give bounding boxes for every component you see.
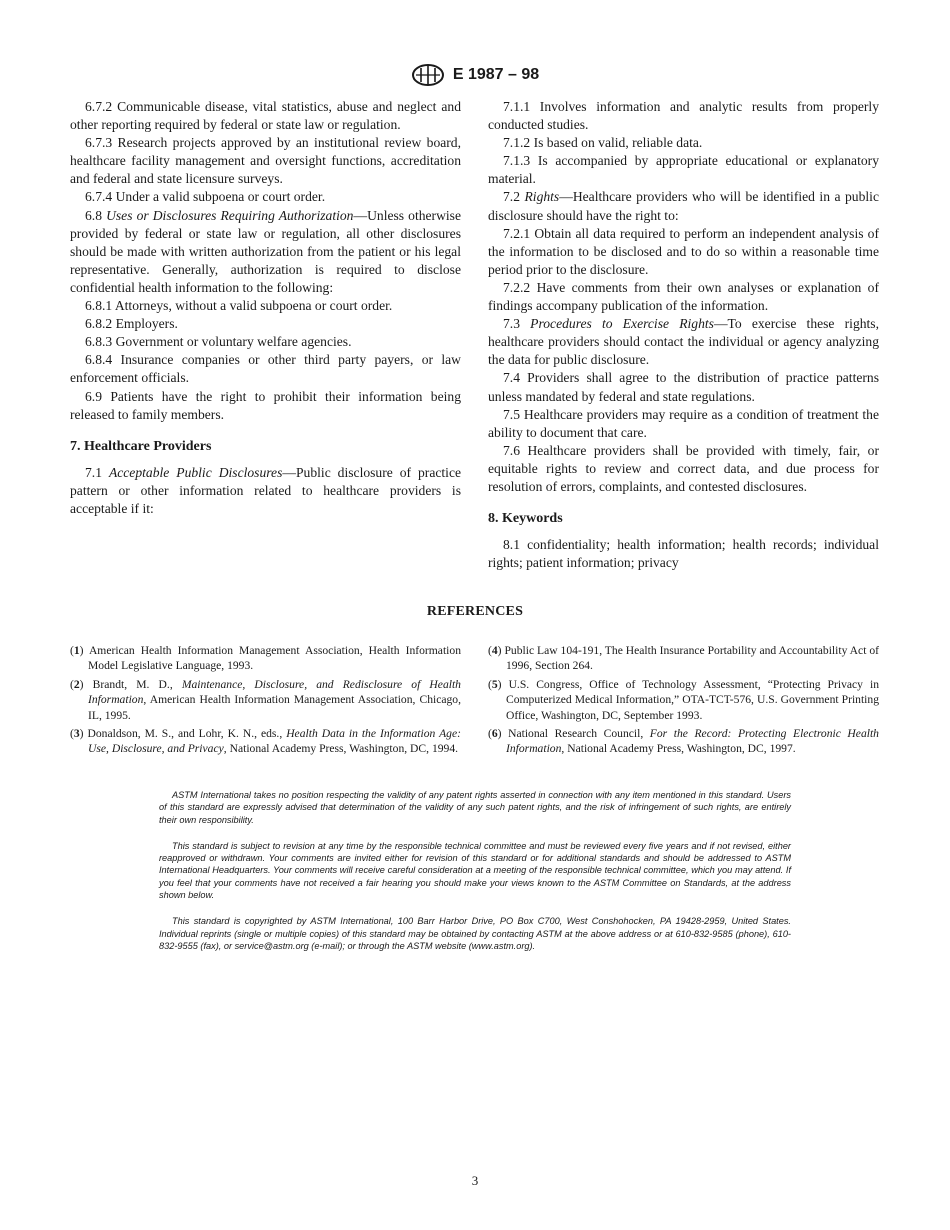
- paragraph: 6.8.3 Government or voluntary welfare agencies.: [85, 334, 352, 350]
- reference-number: 3: [73, 727, 80, 741]
- section-caption: Rights: [524, 189, 560, 205]
- paragraph: 7.2.1 Obtain all data required to perform an independent analysis of the information to be disclosed and to do so within a reasonable time period prior to the disclosure.: [488, 225, 879, 277]
- references-title: REFERENCES: [426, 604, 524, 619]
- section-caption: Acceptable Public Disclosures: [108, 464, 283, 480]
- section-caption: Uses or Disclosures Requiring Authorization: [106, 207, 354, 223]
- reference-number: 2: [73, 677, 80, 691]
- paragraph-text: —Public disclosure of practice pattern or other information related to healthcare providers is acceptable if it:: [70, 464, 462, 516]
- footer-paragraph: ASTM International takes no position respecting the validity of any patent rights asserted in connection with any item mentioned in this standard. Users of this standard are expressly advised that determination of the validity of any such patent rights, and the risk of infringement of such rights, are entirely their own responsibility.: [159, 790, 791, 825]
- references-left: [70, 643, 461, 760]
- standard-designation: E 1987 – 98: [452, 66, 540, 83]
- paragraph: 6.9 Patients have the right to prohibit their information being released to family members.: [70, 388, 461, 422]
- reference-item: (4) Public Law 104-191, The Health Insurance Portability and Accountability Act of 1996, Section 264.: [488, 644, 879, 673]
- reference-item: (1) American Health Information Management Association, Health Information Model Legislative Language, 1993.: [70, 644, 461, 673]
- paragraph: 8.1 confidentiality; health information; health records; individual rights; patient information; privacy: [488, 537, 879, 571]
- paragraph: [70, 464, 461, 518]
- reference-title: Maintenance, Disclosure, and Redisclosure of Health Information: [88, 677, 461, 707]
- paragraph: 6.7.2 Communicable disease, vital statistics, abuse and neglect and other reporting required by federal or state law or regulation.: [70, 99, 461, 133]
- paragraph: [488, 188, 879, 224]
- section-caption: Procedures to Exercise Rights: [530, 316, 714, 332]
- reference-number: 5: [491, 677, 498, 691]
- paragraph: 7.5 Healthcare providers may require as a condition of treatment the ability to document that care.: [488, 406, 879, 440]
- section-heading: 7. Healthcare Providers: [70, 438, 212, 454]
- paragraph: 7.2.2 Have comments from their own analyses or explanation of findings accompany publication of the information.: [488, 279, 879, 314]
- paragraph: [70, 207, 461, 297]
- reference-text: National Research Council,: [508, 727, 650, 741]
- reference-number: 4: [491, 644, 498, 657]
- paragraph: 7.1.2 Is based on valid, reliable data.: [503, 135, 703, 151]
- reference-text: American Health Information Management Association, Health Information Model Legislative Language, 1993.: [88, 644, 461, 673]
- section-number: 7.3: [503, 316, 531, 332]
- reference-text: , American Health Information Management Association, Chicago, IL, 1995.: [88, 693, 461, 722]
- section-number: 7.2: [503, 189, 525, 205]
- reference-item: (6) National Research Council, For the Record: Protecting Electronic Health Information, National Academy Press, Washington, DC, 1997.: [488, 727, 879, 756]
- page-header: [0, 64, 950, 86]
- paragraph: 6.7.3 Research projects approved by an institutional review board, healthcare facility management and oversight functions, accreditation and federal and state licensure surveys.: [70, 135, 461, 187]
- reference-number: 1: [73, 644, 80, 657]
- section-number: 6.8: [85, 207, 107, 223]
- paragraph-text: —Healthcare providers who will be identified in a public disclosure should have the right to:: [488, 189, 879, 223]
- reference-text: , National Academy Press, Washington, DC, 1994.: [223, 742, 459, 756]
- reference-item: (2) Brandt, M. D., Maintenance, Disclosure, and Redisclosure of Health Information, American Health Information Management Association, Chicago, IL, 1995.: [70, 677, 461, 722]
- reference-number: 6: [491, 727, 498, 741]
- reference-text: , National Academy Press, Washington, DC, 1997.: [561, 742, 796, 756]
- section-number: 7.1: [85, 464, 109, 480]
- paragraph: 7.4 Providers shall agree to the distribution of practice patterns unless mandated by federal and state regulations.: [488, 370, 879, 404]
- paragraph: 7.1.3 Is accompanied by appropriate educational or explanatory material.: [488, 153, 879, 187]
- paragraph: 6.7.4 Under a valid subpoena or court order.: [85, 189, 326, 205]
- right-column: [488, 98, 879, 572]
- reference-text: Brandt, M. D.,: [92, 677, 182, 691]
- reference-text: Donaldson, M. S., and Lohr, K. N., eds.,: [87, 727, 287, 741]
- reference-item: (5) U.S. Congress, Office of Technology Assessment, “Protecting Privacy in Computerized Medical Information,” OTA-TCT-576, U.S. Government Printing Office, Washington, DC, September 1993.: [488, 677, 880, 722]
- footer-paragraph: This standard is subject to revision at any time by the responsible technical committee and must be reviewed every five years and if not revised, either reapproved or withdrawn. Your comments are invited either for revision of this standard or for additional standards and should be addressed to ASTM International Headquarters. Your comments will receive careful consideration at a meeting of the responsible technical committee, which you may attend. If you feel that your comments have not received a fair hearing you should make your views known to the ASTM Committee on Standards, at the address shown below.: [159, 840, 791, 901]
- left-column: [70, 98, 461, 518]
- reference-title: For the Record: Protecting Electronic Health Information: [506, 727, 879, 756]
- paragraph: 6.8.2 Employers.: [85, 316, 178, 332]
- paragraph: 6.8.4 Insurance companies or other third party payers, or law enforcement officials.: [70, 352, 461, 386]
- reference-item: (3) Donaldson, M. S., and Lohr, K. N., eds., Health Data in the Information Age: Use, Disclosure, and Privacy, National Academy Press, Washington, DC, 1994.: [70, 727, 461, 756]
- section-heading: 8. Keywords: [488, 511, 563, 527]
- astm-footer-notice: [159, 789, 791, 966]
- page-number: 3: [471, 1173, 479, 1188]
- paragraph: 6.8.1 Attorneys, without a valid subpoena or court order.: [85, 298, 393, 314]
- paragraph: [488, 315, 879, 369]
- paragraph-text: —Unless otherwise provided by federal or state law or regulation, all other disclosures should be made with written authorization from the patient or his legal representative. Generally, authorization is required to disclose confidential health information to the following:: [70, 207, 462, 295]
- paragraph: 7.6 Healthcare providers shall be provided with timely, fair, or equitable rights to review and correct data, and due process for resolution of errors, complaints, and contested disclosures.: [488, 442, 879, 494]
- references-right: [488, 643, 879, 760]
- reference-text: Public Law 104-191, The Health Insurance Portability and Accountability Act of 1996, Section 264.: [504, 644, 879, 673]
- reference-text: U.S. Congress, Office of Technology Assessment, “Protecting Privacy in Computerized Medical Information,” OTA-TCT-576, U.S. Government Printing Office, Washington, DC, September 1993.: [506, 677, 880, 722]
- footer-paragraph: This standard is copyrighted by ASTM International, 100 Barr Harbor Drive, PO Box C700, West Conshohocken, PA 19428-2959, United States. Individual reprints (single or multiple copies) of this standard may be obtained by contacting ASTM at the above address or at 610-832-9585 (phone), 610-832-9555 (fax), or service@astm.org (e-mail); or through the ASTM website (www.astm.org).: [159, 916, 791, 951]
- astm-logo-icon: [411, 64, 445, 86]
- paragraph-text: —To exercise these rights, healthcare providers should contact the individual or agency analyzing the data for public disclosure.: [488, 316, 879, 368]
- reference-title: Health Data in the Information Age: Use, Disclosure, and Privacy: [88, 727, 461, 756]
- paragraph: 7.1.1 Involves information and analytic results from properly conducted studies.: [488, 99, 879, 133]
